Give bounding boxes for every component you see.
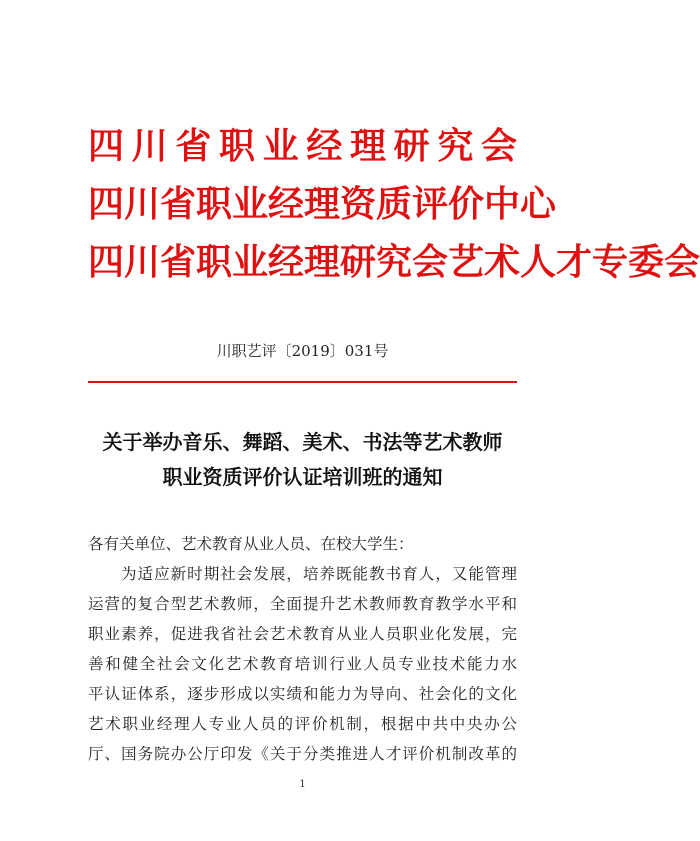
notice-title-line-1: 关于举办音乐、舞蹈、美术、书法等艺术教师 bbox=[102, 430, 503, 454]
document-number: 川职艺评〔2019〕031号 bbox=[216, 342, 389, 360]
body-line-5: 平认证体系，逐步形成以实绩和能力为导向、社会化的文化 bbox=[88, 685, 517, 703]
org-name-line-3: 四川省职业经理研究会艺术人才专委会 bbox=[88, 241, 700, 283]
body-line-1: 为适应新时期社会发展，培养既能教书育人，又能管理 bbox=[121, 565, 517, 583]
org-name-line-1: 四川省职业经理研究会 bbox=[88, 125, 517, 167]
page-number: 1 bbox=[299, 779, 306, 790]
org-name-line-2: 四川省职业经理资质评价中心 bbox=[88, 183, 557, 225]
body-line-3: 职业素养，促进我省社会艺术教育从业人员职业化发展，完 bbox=[88, 625, 517, 643]
body-line-7: 厅、国务院办公厅印发《关于分类推进人才评价机制改革的 bbox=[88, 745, 517, 763]
header-divider bbox=[88, 381, 517, 383]
salutation: 各有关单位、艺术教育从业人员、在校大学生： bbox=[88, 535, 414, 553]
body-line-2: 运营的复合型艺术教师，全面提升艺术教师教育教学水平和 bbox=[88, 595, 517, 613]
body-line-4: 善和健全社会文化艺术教育培训行业人员专业技术能力水 bbox=[88, 655, 517, 673]
body-line-6: 艺术职业经理人专业人员的评价机制，根据中共中央办公 bbox=[88, 715, 517, 733]
notice-title-line-2: 职业资质评价认证培训班的通知 bbox=[162, 465, 443, 489]
